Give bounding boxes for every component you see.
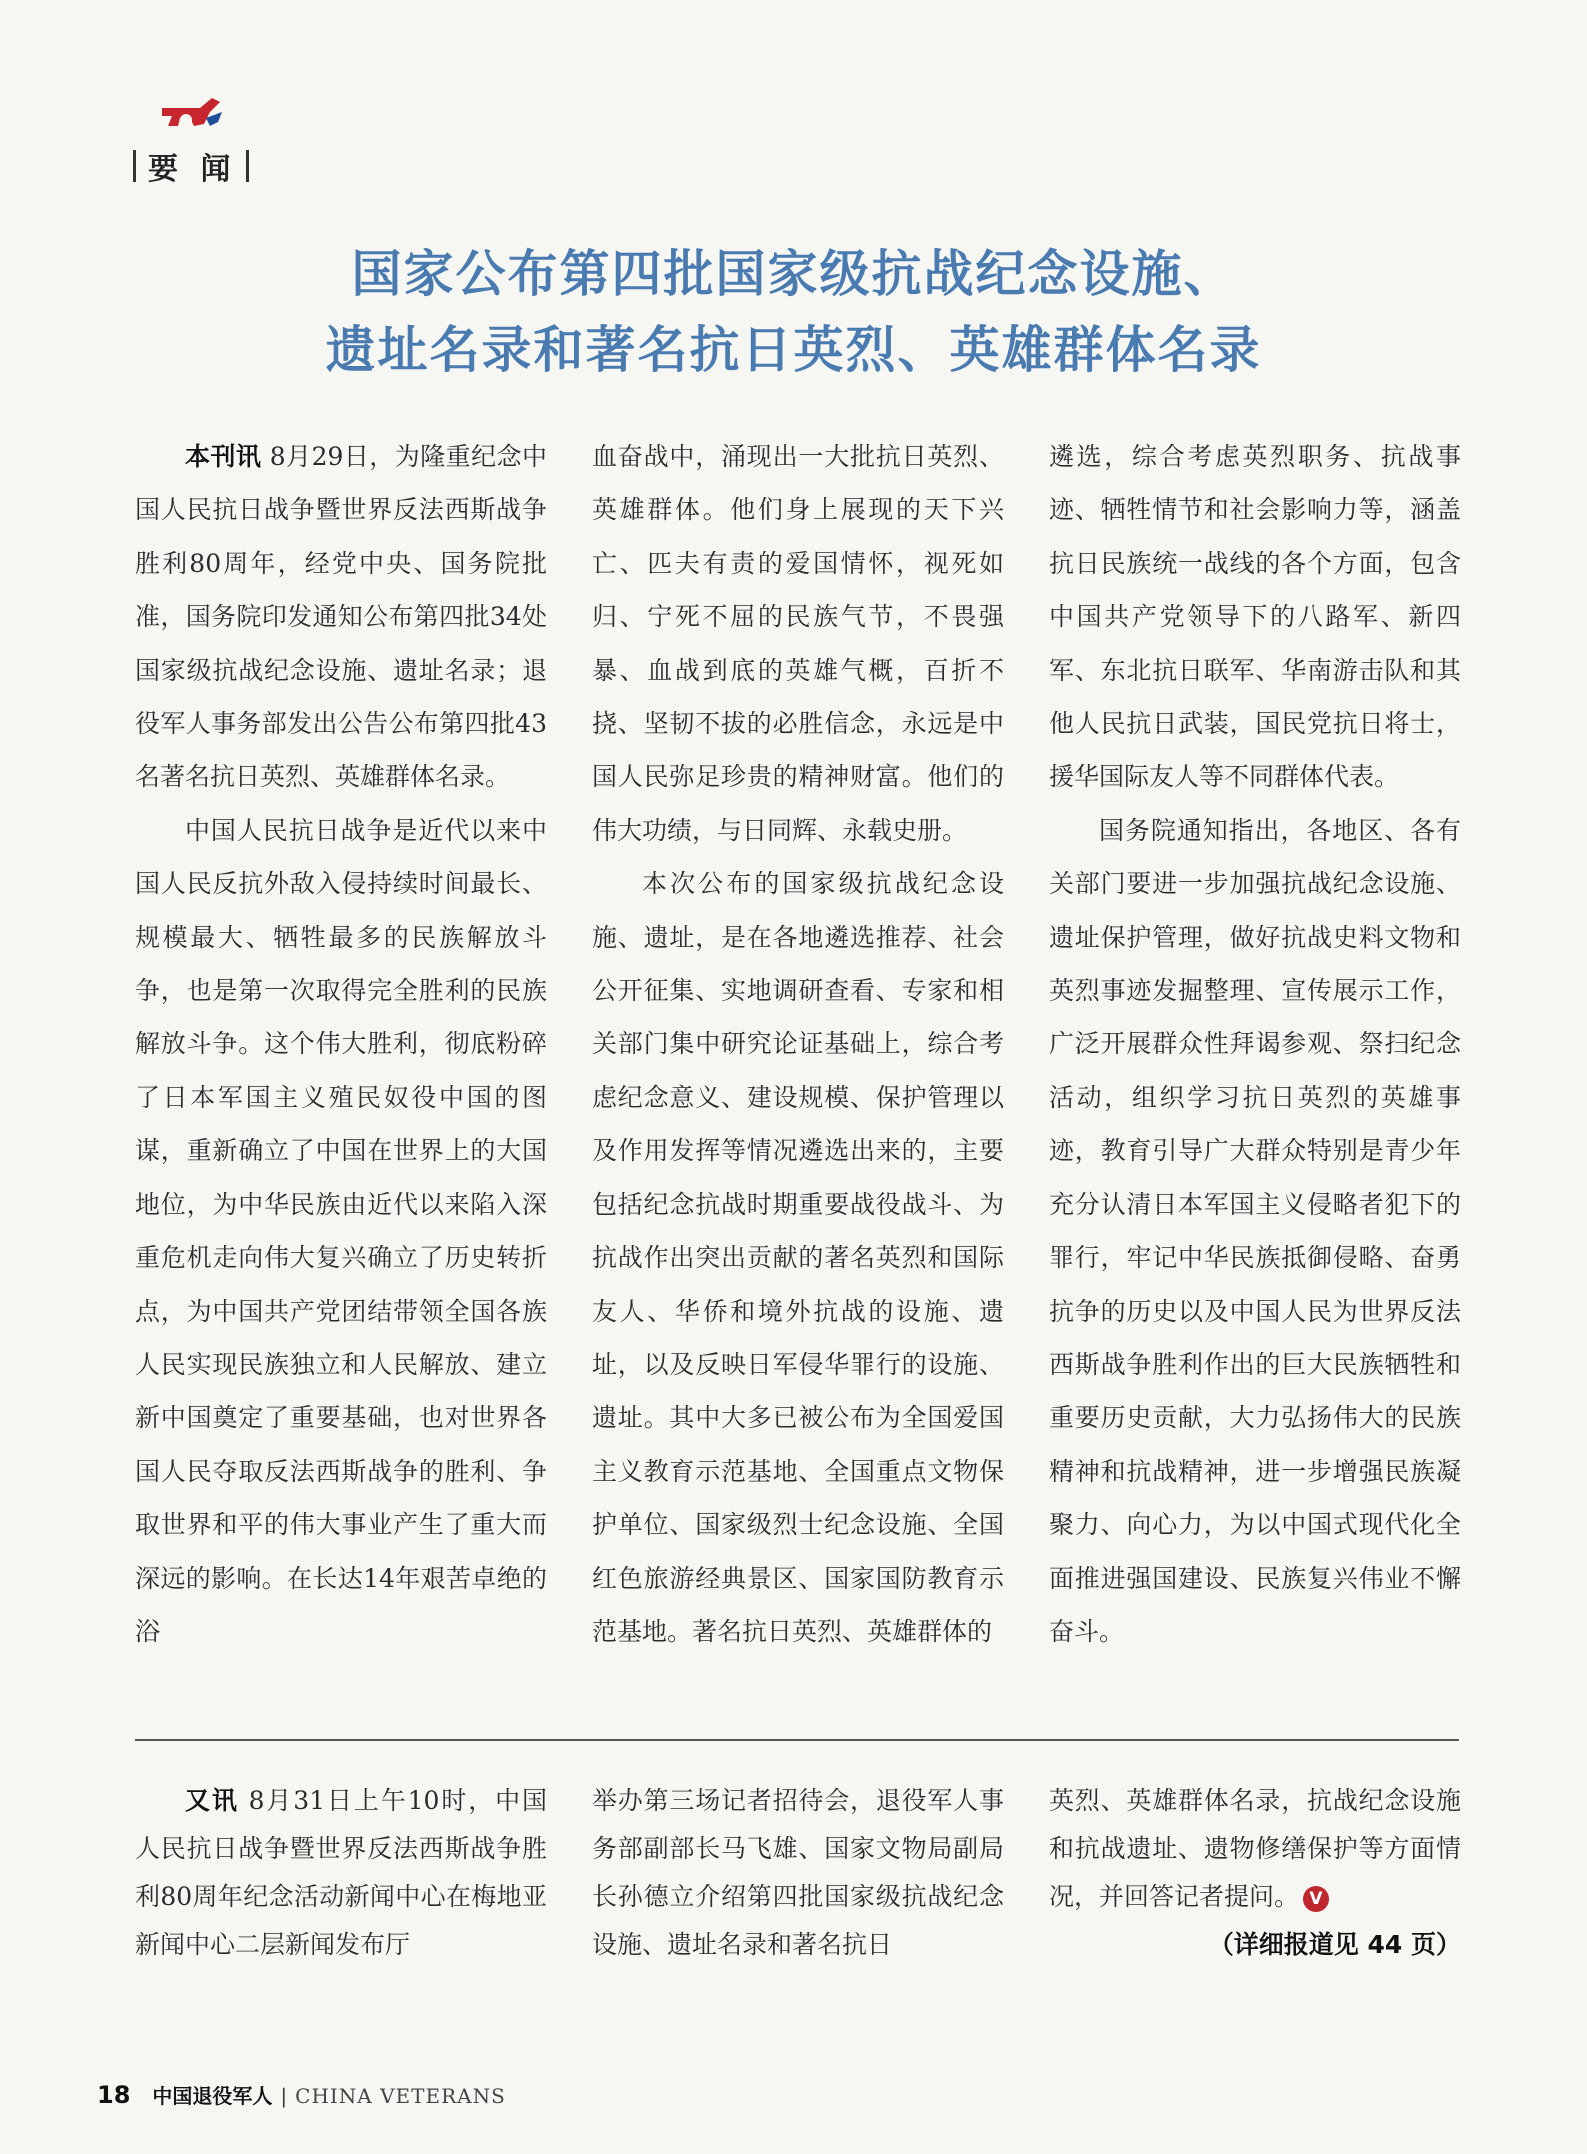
paragraph-1	[135, 430, 547, 804]
magazine-name: 中国退役军人	[152, 2084, 273, 2108]
paragraph-2-start: 中国人民抗日战争是近代以来中国人民反抗外敌入侵持续时间最长、规模最大、牺牲最多的民族解放斗争，也是第一次取得完全胜利的民族解放斗争。这个伟大胜利，彻底粉碎了日本军国主义殖民奴役中国的图谋，重新确立了中国在世界上的大国地位，为中华民族由近代以来陷入深重危机走向伟大复兴确立了历史转折点，为中国共产党团结带领全国各族人民实现民族独立和人民解放、建立新中国奠定了重要基础，也对世界各国人民夺取反法西斯战争的胜利、争取世界和平的伟大事业产生了重大而深远的影响。在长达14年艰苦卓绝的浴	[135, 815, 547, 1646]
article-column-1	[135, 430, 547, 1658]
lead-label: 本刊讯	[185, 442, 262, 471]
brief-paragraph	[135, 1777, 547, 1969]
footer-separator: |	[280, 2084, 288, 2108]
magazine-logo-icon	[160, 96, 224, 140]
paragraph-3-start: 本次公布的国家级抗战纪念设施、遗址，是在各地遴选推荐、社会公开征集、实地调研查看、专家和相关部门集中研究论证基础上，综合考虑纪念意义、建设规模、保护管理以及作用发挥等情况遴选出来的，主要包括纪念抗战时期重要战役战斗、为抗战作出突出贡献的著名英烈和国际友人、华侨和境外抗战的设施、遗址，以及反映日军侵华罪行的设施、遗址。其中大多已被公布为全国爱国主义教育示范基地、全国重点文物保护单位、国家级烈士纪念设施、全国红色旅游经典景区、国家国防教育示范基地。著名抗日英烈、英雄群体的	[592, 869, 1004, 1646]
headline	[0, 236, 1587, 388]
brief-column-1	[135, 1777, 547, 1969]
paragraph-1-text: 8月29日，为隆重纪念中国人民抗日战争暨世界反法西斯战争胜利80周年，经党中央、国务院批准，国务院印发通知公布第四批34处国家级抗战纪念设施、遗址名录；退役军人事务部发出公告公布第四批43名著名抗日英烈、英雄群体名录。	[135, 442, 547, 792]
brief-column-3	[1049, 1777, 1461, 1969]
brief-text-1: 8月31日上午10时，中国人民抗日战争暨世界反法西斯战争胜利80周年纪念活动新闻中心在梅地亚新闻中心二层新闻发布厅	[135, 1786, 548, 1959]
brief-text-2: 举办第三场记者招待会，退役军人事务部副部长马飞雄、国家文物局副局长孙德立介绍第四批国家级抗战纪念设施、遗址名录和著名抗日	[592, 1786, 1004, 1959]
end-mark-icon: V	[1303, 1886, 1329, 1912]
brief-text-3-wrap	[1049, 1777, 1461, 1921]
section-label: 要 闻	[148, 152, 237, 187]
paragraph-2-continued: 血奋战中，涌现出一大批抗日英烈、英雄群体。他们身上展现的天下兴亡、匹夫有责的爱国情怀，视死如归、宁死不屈的民族气节，不畏强暴、血战到底的英雄气概，百折不挠、坚韧不拔的必胜信念，永远是中国人民弥足珍贵的精神财富。他们的伟大功绩，与日同辉、永载史册。	[592, 442, 1004, 845]
section-tag	[133, 144, 249, 188]
brief-lead-label: 又讯	[185, 1786, 239, 1815]
page-number: 18	[97, 2081, 131, 2109]
brief-text-3: 英烈、英雄群体名录，抗战纪念设施和抗战遗址、遗物修缮保护等方面情况，并回答记者提问。	[1049, 1786, 1461, 1911]
paragraph-4: 国务院通知指出，各地区、各有关部门要进一步加强抗战纪念设施、遗址保护管理，做好抗战史料文物和英烈事迹发掘整理、宣传展示工作，广泛开展群众性拜谒参观、祭扫纪念活动，组织学习抗日英烈的英雄事迹，教育引导广大群众特别是青少年充分认清日本军国主义侵略者犯下的罪行，牢记中华民族抵御侵略、奋勇抗争的历史以及中国人民为世界反法西斯战争胜利作出的巨大民族牺牲和重要历史贡献，大力弘扬伟大的民族精神和抗战精神，进一步增强民族凝聚力、向心力，为以中国式现代化全面推进强国建设、民族复兴伟业不懈奋斗。	[1049, 815, 1461, 1646]
article-column-2	[592, 430, 1004, 1658]
magazine-english-name: CHINA VETERANS	[295, 2084, 506, 2108]
headline-line-2: 遗址名录和著名抗日英烈、英雄群体名录	[325, 320, 1262, 379]
brief-body	[135, 1777, 1461, 1969]
section-bar-right	[246, 150, 249, 182]
detail-reference: （详细报道见 44 页）	[1208, 1930, 1461, 1959]
paragraph-3-continued: 遴选，综合考虑英烈职务、抗战事迹、牺牲情节和社会影响力等，涵盖抗日民族统一战线的各个方面，包含中国共产党领导下的八路军、新四军、东北抗日联军、华南游击队和其他人民抗日武装，国民党抗日将士，援华国际友人等不同群体代表。	[1049, 442, 1461, 792]
page-footer	[97, 2080, 506, 2109]
article-column-3	[1049, 430, 1461, 1658]
divider	[135, 1739, 1459, 1741]
article-body	[135, 430, 1461, 1658]
brief-column-2	[592, 1777, 1004, 1969]
headline-line-1: 国家公布第四批国家级抗战纪念设施、	[351, 244, 1236, 303]
